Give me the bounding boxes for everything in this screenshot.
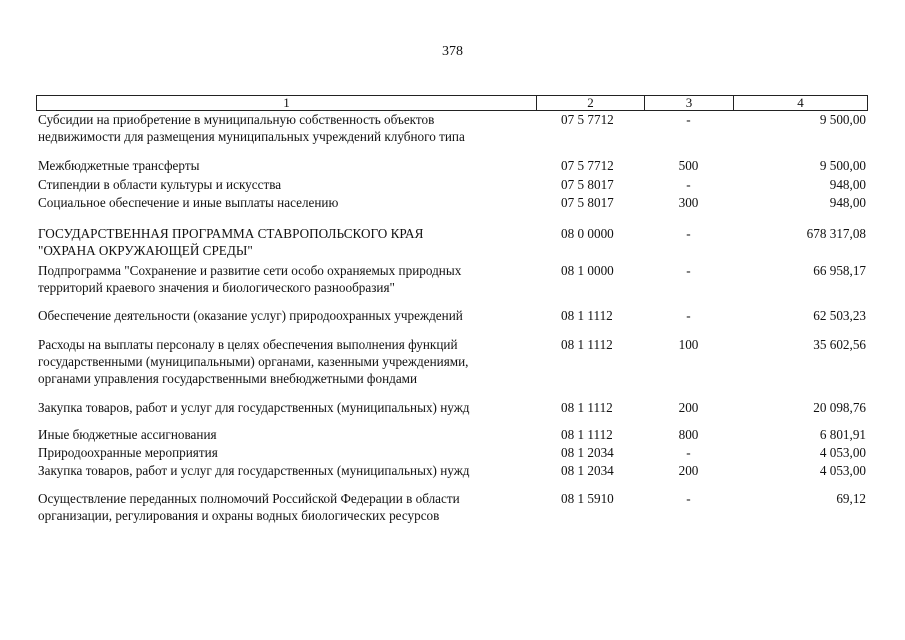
table-header [36,95,868,111]
row-name [38,462,528,479]
row-name-line: Стипендии в области культуры и искусства [38,177,282,192]
row-amount: 69,12 [836,491,866,506]
row-name-line: государственными (муниципальными) органами, казенными учреждениями, [38,354,469,369]
row-code: 07 5 8017 [561,177,614,192]
row-code: 08 1 1112 [561,427,613,442]
page-number: 378 [442,44,463,59]
row-code: 08 1 0000 [561,263,614,278]
row-amount: 35 602,56 [813,337,866,352]
row-expense-type: - [686,308,691,323]
header-col-3: 3 [645,96,734,110]
row-expense-type: - [686,263,691,278]
row-name-line: организации, регулирования и охраны водных биологических ресурсов [38,508,440,523]
row-code: 08 1 1112 [561,400,613,415]
row-amount: 948,00 [829,195,866,210]
row-name-line: недвижимости для размещения муниципальных учреждений клубного типа [38,129,465,144]
row-expense-type: - [686,112,691,127]
row-name [38,225,528,259]
row-expense-type: 200 [678,463,699,478]
row-name [38,336,528,387]
row-expense-type: 100 [678,337,699,352]
row-code: 08 1 2034 [561,445,614,460]
row-amount: 9 500,00 [819,112,866,127]
row-name [38,444,528,461]
row-name-line: ГОСУДАРСТВЕННАЯ ПРОГРАММА СТАВРОПОЛЬСКОГО КРАЯ [38,226,424,241]
row-expense-type: - [686,226,691,241]
row-name [38,176,528,193]
row-name-line: Субсидии на приобретение в муниципальную собственность объектов [38,112,435,127]
row-name [38,307,528,324]
row-amount: 9 500,00 [819,158,866,173]
row-code: 08 1 1112 [561,337,613,352]
row-code: 08 1 1112 [561,308,613,323]
row-amount: 4 053,00 [819,445,866,460]
row-expense-type: 300 [678,195,699,210]
row-amount: 678 317,08 [806,226,866,241]
row-expense-type: 500 [678,158,699,173]
row-name-line: Иные бюджетные ассигнования [38,427,217,442]
row-amount: 20 098,76 [813,400,866,415]
row-name [38,490,528,524]
row-name-line: Расходы на выплаты персоналу в целях обеспечения выполнения функций [38,337,458,352]
row-name-line: Закупка товаров, работ и услуг для государственных (муниципальных) нужд [38,400,470,415]
row-name-line: Закупка товаров, работ и услуг для государственных (муниципальных) нужд [38,463,470,478]
row-name-line: органами управления государственными внебюджетными фондами [38,371,418,386]
row-amount: 62 503,23 [813,308,866,323]
row-name-line: Обеспечение деятельности (оказание услуг) природоохранных учреждений [38,308,463,323]
row-code: 08 1 2034 [561,463,614,478]
row-name [38,399,528,416]
row-code: 07 5 7712 [561,158,614,173]
row-amount: 6 801,91 [819,427,866,442]
row-code: 07 5 7712 [561,112,614,127]
row-name-line: Межбюджетные трансферты [38,158,200,173]
row-name [38,194,528,211]
header-col-1: 1 [37,96,537,110]
row-code: 08 1 5910 [561,491,614,506]
row-name-line: "ОХРАНА ОКРУЖАЮЩЕЙ СРЕДЫ" [38,243,253,258]
row-amount: 66 958,17 [813,263,866,278]
row-name-line: Осуществление переданных полномочий Российской Федерации в области [38,491,460,506]
row-amount: 4 053,00 [819,463,866,478]
row-name-line: Социальное обеспечение и иные выплаты населению [38,195,339,210]
row-expense-type: 200 [678,400,699,415]
row-expense-type: 800 [678,427,699,442]
row-name [38,111,528,145]
row-code: 08 0 0000 [561,226,614,241]
row-expense-type: - [686,445,691,460]
row-name [38,426,528,443]
header-col-2: 2 [537,96,645,110]
row-name [38,262,528,296]
row-name [38,157,528,174]
header-col-4: 4 [797,95,804,110]
row-expense-type: - [686,177,691,192]
row-name-line: Природоохранные мероприятия [38,445,218,460]
row-name-line: территорий краевого значения и биологического разнообразия" [38,280,395,295]
row-expense-type: - [686,491,691,506]
row-code: 07 5 8017 [561,195,614,210]
row-amount: 948,00 [829,177,866,192]
row-name-line: Подпрограмма "Сохранение и развитие сети особо охраняемых природных [38,263,462,278]
